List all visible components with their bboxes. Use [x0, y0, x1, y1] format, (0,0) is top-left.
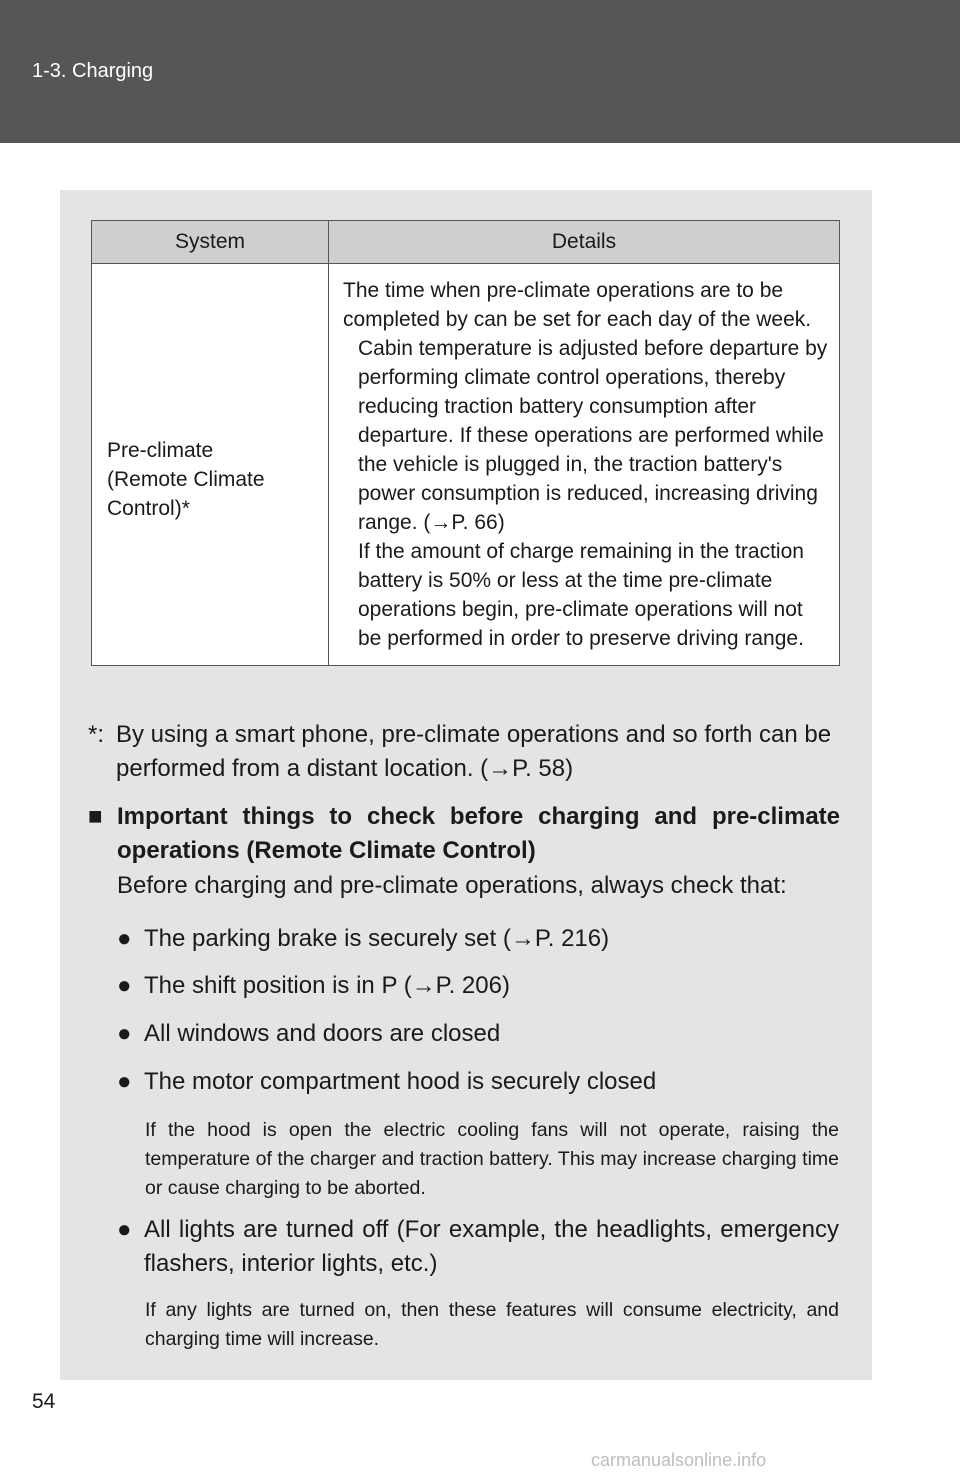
bullet-dot-icon: ● [117, 1020, 132, 1047]
check-item [117, 1017, 839, 1051]
details-bullet: If the amount of charge remaining in the traction battery is 50% or less at the time pre-climate operations begin, pre-climate operations will not be performed in order to preserve driving range. [358, 540, 804, 650]
bullet-dot-icon: ● [117, 972, 132, 999]
table-header-system: System [92, 221, 329, 264]
footnote-text: By using a smart phone, pre-climate operations and so forth can be performed from a distant location. (→P. 58) [116, 721, 832, 782]
check-item [117, 922, 839, 956]
note-text: If the hood is open the electric cooling fans will not operate, raising the temperature of the charger and traction battery. This may increase charging time or cause charging to be aborted. [145, 1119, 839, 1199]
check-item [117, 969, 839, 1003]
check-item [117, 1065, 839, 1099]
bullet-dot-icon: ● [117, 925, 132, 952]
bullet-dot-icon: ● [117, 1216, 132, 1243]
check-item-text: The parking brake is securely set (→P. 216) [144, 925, 610, 952]
check-item-text: The shift position is in P (→P. 206) [144, 972, 510, 999]
system-table [91, 220, 840, 666]
check-item-text: The motor compartment hood is securely closed [144, 1068, 657, 1095]
check-item-text: All lights are turned off (For example, the headlights, emergency flashers, interior lights, etc.) [144, 1216, 839, 1277]
details-bullet: Cabin temperature is adjusted before departure by performing climate control operations, thereby reducing traction battery consumption after departure. If these operations are performed while the vehicle is plugged in, the traction battery's power consumption is reduced, increasing driving range. (→P. 66) [358, 337, 828, 534]
table-header-details: Details [329, 221, 840, 264]
table-header-row [92, 221, 840, 264]
footnote [88, 718, 838, 786]
page-number: 54 [32, 1390, 56, 1413]
watermark: carmanualsonline.info [591, 1450, 767, 1470]
note-text: If any lights are turned on, then these features will consume electricity, and charging time will increase. [145, 1299, 839, 1350]
footnote-mark: *: [88, 721, 105, 748]
square-bullet-icon: ■ [88, 803, 103, 830]
system-label: Pre-climate (Remote Climate Control)* [107, 438, 265, 520]
check-item [117, 1213, 839, 1281]
bullet-dot-icon: ● [117, 1068, 132, 1095]
details-intro: The time when pre-climate operations are to be completed by can be set for each day of the week. [343, 279, 812, 331]
table-cell-system [92, 264, 329, 666]
section-heading [88, 800, 840, 868]
table-cell-details [329, 264, 840, 666]
check-item-text: All windows and doors are closed [144, 1020, 501, 1047]
table-row [92, 264, 840, 666]
section-intro: Before charging and pre-climate operations, always check that: [117, 872, 787, 899]
page-header [0, 0, 960, 143]
section-heading-text: Important things to check before charging and pre-climate operations (Remote Climate Control) [117, 803, 840, 864]
section-title: 1-3. Charging [32, 60, 154, 82]
